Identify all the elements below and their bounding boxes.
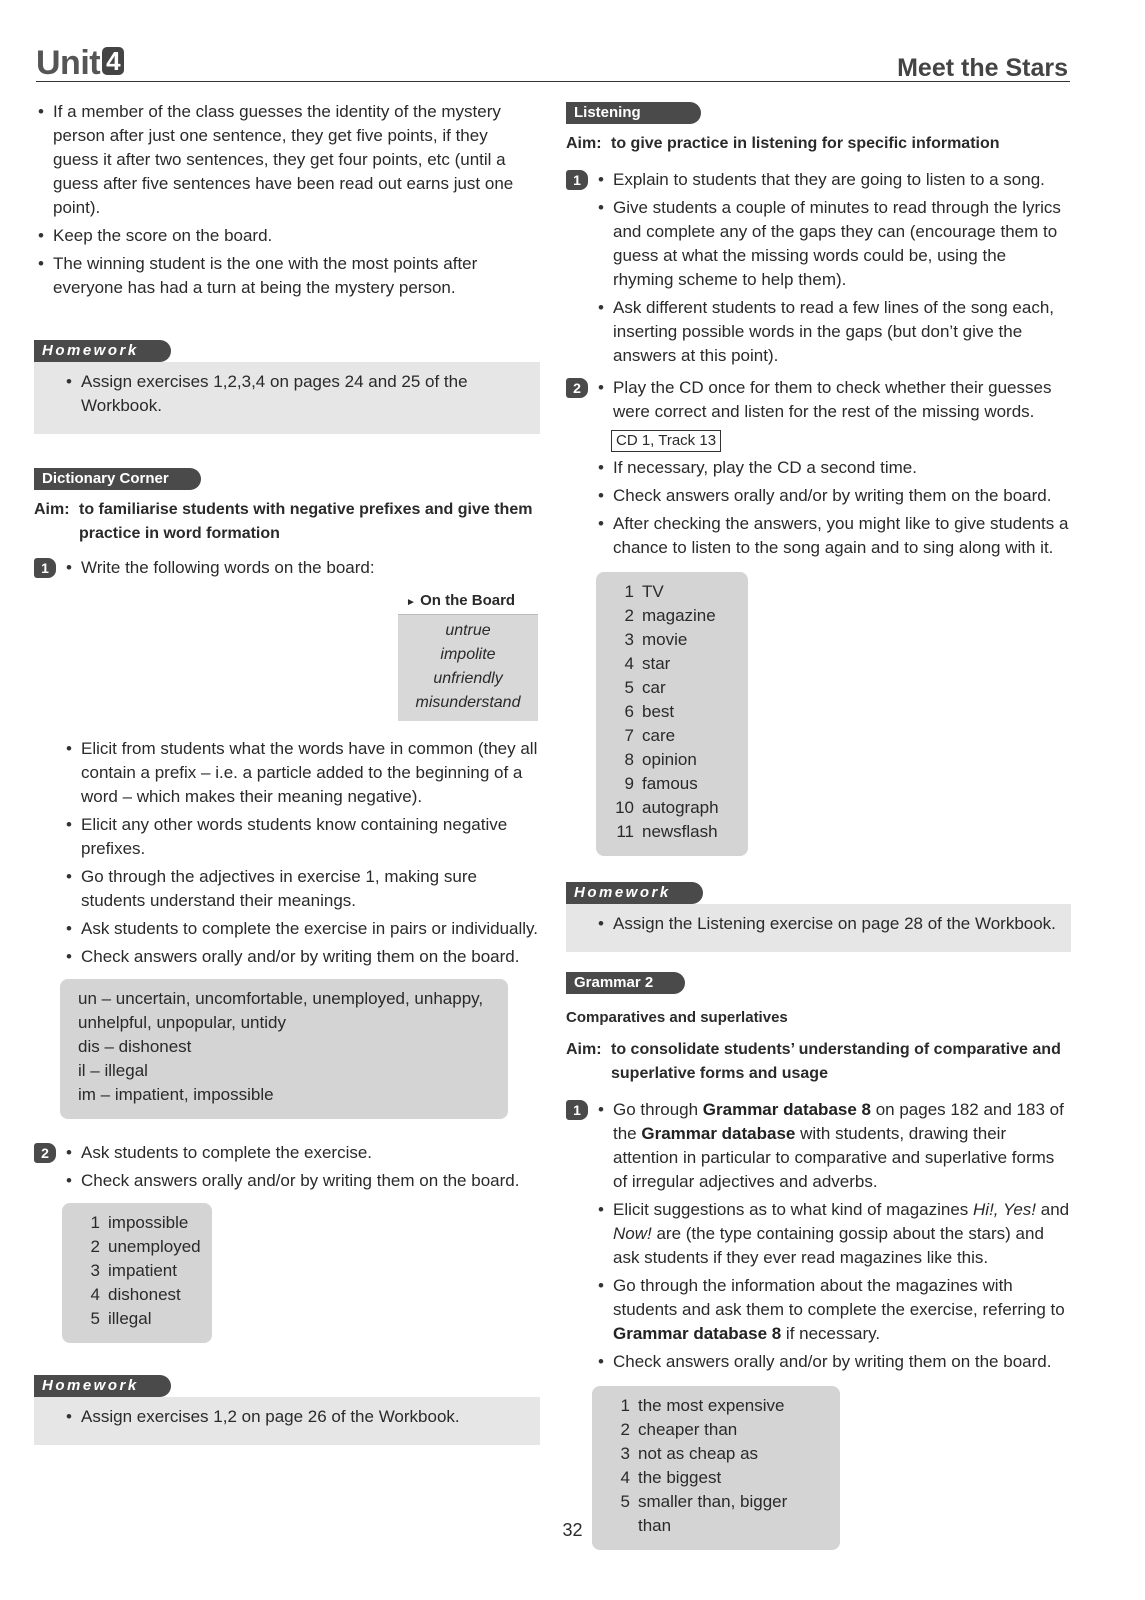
answer-item: 2 unemployed bbox=[90, 1237, 201, 1256]
homework-box bbox=[34, 362, 540, 434]
prefix-answer: il – illegal bbox=[78, 1061, 148, 1080]
right-column bbox=[566, 100, 1071, 1550]
answer-item: 4 star bbox=[624, 654, 671, 673]
homework-box bbox=[566, 904, 1071, 952]
step-bullet: • Check answers orally and/or by writing them on the board. bbox=[594, 484, 1071, 508]
unit-number-badge: 4 bbox=[102, 47, 124, 75]
answer-item: 1 the most expensive bbox=[620, 1396, 785, 1415]
listening-aim bbox=[566, 132, 1071, 156]
step-bullet: • Ask students to complete the exercise in pairs or individually. bbox=[62, 917, 540, 941]
answer-item: 6 best bbox=[624, 702, 675, 721]
board-word: unfriendly bbox=[433, 670, 503, 687]
dictionary-step1-bullets bbox=[62, 737, 540, 969]
board-words bbox=[398, 615, 538, 721]
answer-item: 8 opinion bbox=[624, 750, 697, 769]
aim-text: to give practice in listening for specific information bbox=[611, 135, 1000, 152]
board-heading: ► On the Board bbox=[398, 590, 538, 615]
aim-text: to consolidate students’ understanding of comparative and superlative forms and usage bbox=[611, 1041, 1061, 1082]
dictionary-aim bbox=[34, 498, 540, 546]
prefix-answer: un – uncertain, uncomfortable, unemployed, unhappy, unhelpful, unpopular, untidy bbox=[78, 989, 484, 1032]
page-header bbox=[36, 44, 1070, 82]
on-the-board bbox=[398, 590, 538, 721]
board-word: misunderstand bbox=[415, 694, 521, 711]
step-bullet: • Go through the information about the magazines with students and ask them to complete the exercise, referring to Grammar database 8 if necessary. bbox=[594, 1274, 1071, 1346]
board-word: impolite bbox=[440, 646, 496, 663]
step-bullet: • Elicit from students what the words have in common (they all contain a prefix – i.e. a particle added to the beginning of a word – which makes their meaning negative). bbox=[62, 737, 540, 809]
answer-item: 2 magazine bbox=[624, 606, 716, 625]
answer-item: 11 newsflash bbox=[616, 822, 718, 841]
aim-text: to familiarise students with negative prefixes and give them practice in word formation bbox=[79, 501, 533, 542]
step-bullet: • Go through Grammar database 8 on pages 182 and 183 of the Grammar database with students, drawing their attention in particular to comparative and superlative forms of irregular adjectives and adverbs. bbox=[594, 1098, 1071, 1194]
grammar-step-1 bbox=[566, 1098, 1071, 1374]
grammar-2-tab: Grammar 2 bbox=[566, 972, 685, 994]
aim-label: Aim: bbox=[566, 1041, 602, 1058]
homework-tab: Homework bbox=[34, 1375, 171, 1397]
answer-item: 3 movie bbox=[624, 630, 688, 649]
homework-text: • Assign exercises 1,2,3,4 on pages 24 and 25 of the Workbook. bbox=[62, 370, 530, 418]
homework-text: • Assign the Listening exercise on page 28 of the Workbook. bbox=[594, 912, 1061, 936]
answer-item: 5 illegal bbox=[90, 1309, 152, 1328]
answer-item: 3 impatient bbox=[90, 1261, 177, 1280]
homework-tab: Homework bbox=[566, 882, 703, 904]
step-bullet: • Go through the adjectives in exercise 1, making sure students understand their meanings. bbox=[62, 865, 540, 913]
homework-box bbox=[34, 1397, 540, 1445]
prefix-answer: dis – dishonest bbox=[78, 1037, 192, 1056]
page-title: Meet the Stars bbox=[897, 54, 1068, 82]
answer-item: 4 dishonest bbox=[90, 1285, 181, 1304]
board-word: untrue bbox=[445, 622, 491, 639]
left-column bbox=[34, 100, 540, 1445]
answer-item: 2 cheaper than bbox=[620, 1420, 738, 1439]
arrow-icon: ► bbox=[406, 597, 416, 608]
dictionary-step-2 bbox=[34, 1141, 540, 1193]
step-bullet: • If necessary, play the CD a second time. bbox=[594, 456, 1071, 480]
answer-box bbox=[62, 1203, 212, 1343]
unit-label: Unit bbox=[36, 44, 101, 82]
intro-bullet: • If a member of the class guesses the identity of the mystery person after just one sentence, they get five points, if they guess it after two sentences, they get four points, etc (until a guess after five sentences have been read out earns just one point). bbox=[34, 100, 534, 220]
page-number: 32 bbox=[562, 1520, 583, 1540]
aim-label: Aim: bbox=[34, 501, 70, 518]
prefix-answer-box bbox=[60, 979, 508, 1119]
grammar-aim bbox=[566, 1038, 1071, 1086]
listening-tab: Listening bbox=[566, 102, 701, 124]
step-bullet: • Explain to students that they are going to listen to a song. bbox=[594, 168, 1071, 192]
answer-item: 5 car bbox=[624, 678, 666, 697]
answer-item: 3 not as cheap as bbox=[620, 1444, 759, 1463]
intro-bullet: • The winning student is the one with the most points after everyone has had a turn at being the mystery person. bbox=[34, 252, 534, 300]
intro-bullets bbox=[34, 100, 534, 300]
listening-step-1 bbox=[566, 168, 1071, 368]
step-bullet: • Ask students to complete the exercise. bbox=[62, 1141, 540, 1165]
answer-item: 4 the biggest bbox=[620, 1468, 722, 1487]
answer-item: 9 famous bbox=[624, 774, 698, 793]
answer-item: 1 impossible bbox=[90, 1213, 189, 1232]
unit-title bbox=[36, 44, 124, 82]
step-bullet: • Check answers orally and/or by writing them on the board. bbox=[62, 1169, 540, 1193]
listening-answer-box bbox=[596, 572, 748, 856]
step-bullet: • Elicit suggestions as to what kind of magazines Hi!, Yes! and Now! are (the type containing gossip about the stars) and ask students if they ever read magazines like this. bbox=[594, 1198, 1071, 1270]
step-text: • Write the following words on the board: bbox=[62, 556, 540, 580]
step-number: 1 bbox=[566, 170, 588, 190]
answer-item: 1 TV bbox=[624, 582, 664, 601]
prefix-answer: im – impatient, impossible bbox=[78, 1085, 274, 1104]
step-bullet: • Ask different students to read a few lines of the song each, inserting possible words in the gaps (but don’t give the answers at this point). bbox=[594, 296, 1071, 368]
step-bullet: • After checking the answers, you might like to give students a chance to listen to the song again and to sing along with it. bbox=[594, 512, 1071, 560]
listening-step-2 bbox=[566, 376, 1071, 424]
cd-track-reference: CD 1, Track 13 bbox=[611, 430, 721, 452]
dictionary-step-1 bbox=[34, 556, 540, 580]
answer-item: 10 autograph bbox=[615, 798, 719, 817]
grammar-subheading: Comparatives and superlatives bbox=[566, 1009, 788, 1026]
homework-tab: Homework bbox=[34, 340, 171, 362]
step-bullet: • Give students a couple of minutes to read through the lyrics and complete any of the gaps they can (encourage them to guess at what the missing words could be, using the rhyming scheme to help them). bbox=[594, 196, 1071, 292]
step-bullet: • Play the CD once for them to check whether their guesses were correct and listen for the rest of the missing words. bbox=[594, 376, 1071, 424]
step-bullet: • Check answers orally and/or by writing them on the board. bbox=[62, 945, 540, 969]
step-number: 1 bbox=[566, 1100, 588, 1120]
step-number: 2 bbox=[566, 378, 588, 398]
dictionary-corner-tab: Dictionary Corner bbox=[34, 468, 201, 490]
step-bullet: • Check answers orally and/or by writing them on the board. bbox=[594, 1350, 1071, 1374]
listening-step-2-more bbox=[566, 456, 1071, 560]
step-bullet: • Elicit any other words students know containing negative prefixes. bbox=[62, 813, 540, 861]
step-number: 1 bbox=[34, 558, 56, 578]
step-number: 2 bbox=[34, 1143, 56, 1163]
aim-label: Aim: bbox=[566, 135, 602, 152]
homework-text: • Assign exercises 1,2 on page 26 of the Workbook. bbox=[62, 1405, 530, 1429]
answer-item: 5 smaller than, bigger than bbox=[620, 1492, 788, 1535]
intro-bullet: • Keep the score on the board. bbox=[34, 224, 534, 248]
answer-item: 7 care bbox=[624, 726, 676, 745]
